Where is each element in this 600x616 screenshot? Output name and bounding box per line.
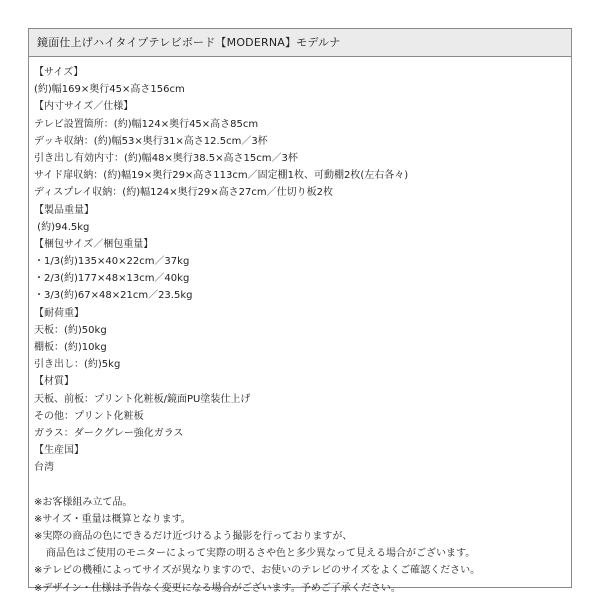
spec-line: ・3/3(約)67×48×21cm／23.5kg <box>34 290 193 302</box>
spec-line: デッキ収納：(約)幅53×奥行31×高さ12.5cm／3杯 <box>34 135 268 147</box>
spec-heading-size: 【サイズ】 <box>34 67 84 78</box>
note-line: ※テレビの機種によってサイズが異なりますので、お使いのテレビのサイズをよくご確認ください。 <box>34 565 481 577</box>
note-line: ※サイズ・重量は概算となります。 <box>34 513 191 525</box>
spec-heading-package: 【梱包サイズ／梱包重量】 <box>34 238 154 250</box>
spacer <box>34 477 571 494</box>
spec-line: ・2/3(約)177×48×13cm／40kg <box>34 273 190 285</box>
spec-heading-origin: 【生産国】 <box>34 445 84 457</box>
spec-heading-inner-size: 【内寸サイズ／仕様】 <box>34 101 134 113</box>
spec-line: サイド扉収納：(約)幅19×奥行29×高さ113cm／固定棚1枚、可動棚2枚(左右各々) <box>34 170 409 182</box>
spec-line: 天板：(約)50kg <box>34 324 107 336</box>
spec-line: (約)幅169×奥行45×高さ156cm <box>34 84 185 96</box>
spec-heading-weight: 【製品重量】 <box>34 204 94 216</box>
spec-line: 引き出し：(約)5kg <box>34 359 121 371</box>
note-line: ※実際の商品の色にできるだけ近づけるよう撮影を行っておりますが、 <box>34 531 353 543</box>
note-line: ※デザイン・仕様は予告なく変更になる場合がございます。予めご了承ください。 <box>34 582 401 594</box>
spec-heading-material: 【材質】 <box>34 376 74 388</box>
spec-line: 棚板：(約)10kg <box>34 342 107 353</box>
product-spec-box <box>28 28 572 594</box>
spec-line: 天板、前板：プリント化粧板/鏡面PU塗装仕上げ <box>34 393 251 405</box>
spec-line: 引き出し有効内寸：(約)幅48×奥行38.5×高さ15cm／3杯 <box>34 152 298 164</box>
spec-body <box>29 57 571 597</box>
spec-line: ディスプレイ収納：(約)幅124×奥行29×高さ27cm／仕切り板2枚 <box>34 187 333 199</box>
note-line: ※お客様組み立て品。 <box>34 496 133 508</box>
spec-heading-load: 【耐荷重】 <box>34 307 84 319</box>
note-line: 商品色はご使用のモニターによって実際の明るさや色と多少異なって見える場合がございます。 <box>46 548 476 560</box>
spec-line: ガラス：ダークグレー強化ガラス <box>34 427 184 439</box>
spec-line: (約)94.5kg <box>34 221 90 233</box>
product-title: 鏡面仕上げハイタイプテレビボード【MODERNA】モデルナ <box>29 29 571 57</box>
spec-line: 台湾 <box>34 462 54 474</box>
spec-line: ・1/3(約)135×40×22cm／37kg <box>34 256 190 268</box>
spec-line: その他：プリント化粧板 <box>34 410 144 422</box>
spec-line: テレビ設置箇所：(約)幅124×奥行45×高さ85cm <box>34 118 259 130</box>
